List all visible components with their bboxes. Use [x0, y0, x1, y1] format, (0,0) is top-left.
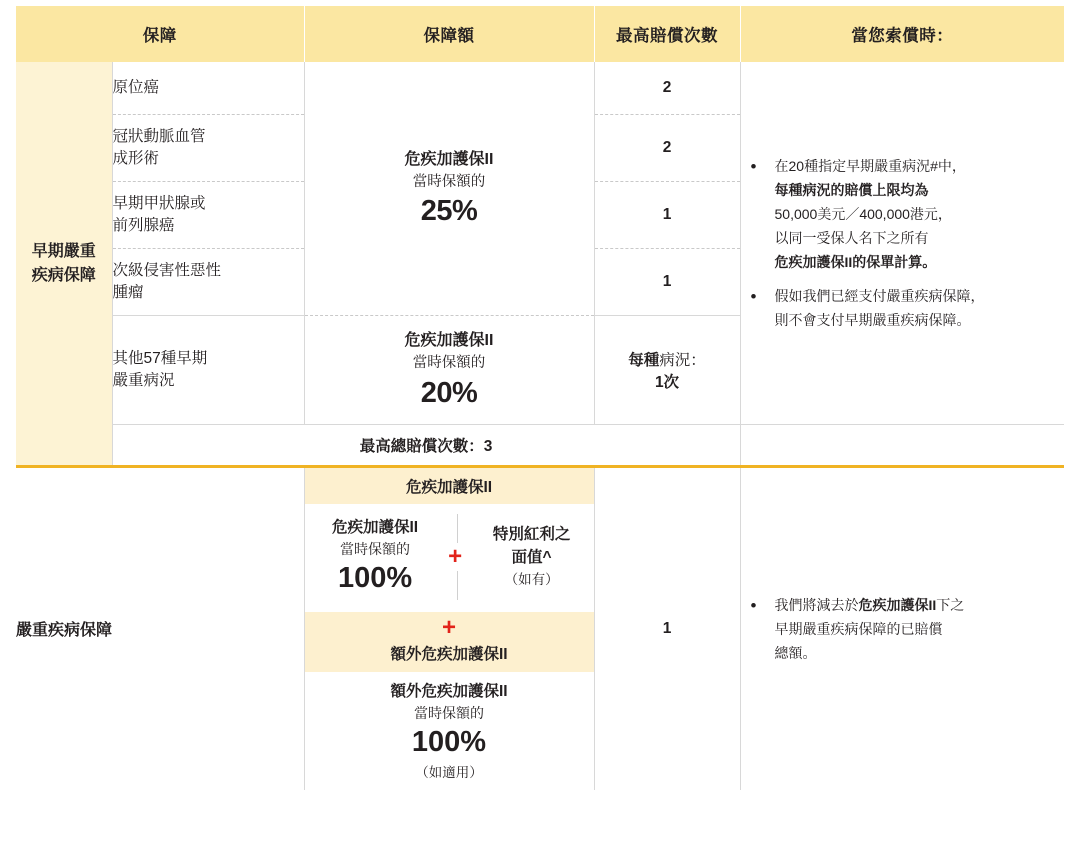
benefit-table-page [0, 6, 1080, 862]
plus-icon: + [448, 543, 463, 570]
benefit-name-angioplasty: 冠狀動脈血管 成形術 [112, 115, 304, 182]
amount-title: 危疾加護保II [404, 150, 494, 168]
benefit-name-other-57: 其他57種早期 嚴重病況 [112, 316, 304, 425]
table-row [16, 425, 1064, 467]
divider-line [448, 514, 463, 600]
severe-extra-band-title: 額外危疾加護保II [305, 640, 594, 672]
table-header-row [16, 6, 1064, 62]
severe-band-title: 危疾加護保II [305, 468, 594, 504]
header-benefit-amount: 保障額 [304, 6, 594, 62]
plus-icon: + [441, 614, 456, 641]
section-label-early-line1: 早期嚴重 [31, 242, 96, 260]
amount-percent: 20% [420, 376, 478, 409]
severe-amount-stack [305, 468, 594, 790]
severe-claim-count: 1 [594, 467, 740, 790]
claim-count-value: 1次 [654, 374, 680, 391]
amount-sub: 當時保額的 [412, 173, 486, 190]
plus-separator [446, 514, 470, 600]
severe-bonus-block: 特別紅利之 面值^ （如有） [492, 525, 571, 588]
benefit-name-thyroid-prostate: 早期甲狀腺或 前列腺癌 [112, 182, 304, 249]
header-benefit: 保障 [16, 6, 304, 62]
table-row [16, 467, 1064, 790]
claim-count-secondary-tumour: 1 [594, 249, 740, 316]
benefit-amount-20 [304, 316, 594, 425]
claim-note-severe [740, 467, 1064, 790]
amount-percent: 25% [420, 195, 478, 228]
header-max-claims: 最高賠償次數 [594, 6, 740, 62]
claim-count-label: 每種病況： [628, 352, 706, 369]
list-item: • 在20種指定早期嚴重病況#中， 每種病況的賠償上限均為 50,000美元／400,000港元， 以同一受保人名下之所有 危疾加護保II的保單計算。 [741, 154, 1065, 274]
header-when-you-claim: 當您索償時： [740, 6, 1064, 62]
table-row [16, 62, 1064, 115]
early-total-claims: 最高總賠償次數：3 [112, 425, 740, 467]
severe-base-block: 危疾加護保II 當時保額的 100% [331, 519, 419, 595]
claim-count-thyroid-prostate: 1 [594, 182, 740, 249]
claim-note-early [740, 62, 1064, 425]
list-item: • 假如我們已經支付嚴重疾病保障， 則不會支付早期嚴重疾病保障。 [741, 284, 1065, 332]
benefit-amount-25 [304, 62, 594, 316]
list-item: • 我們將減去於危疾加護保II下之 早期嚴重疾病保障的已賠償 總額。 [741, 593, 1065, 665]
benefit-name-cis: 原位癌 [112, 62, 304, 115]
benefit-name-secondary-tumour: 次級侵害性惡性 腫瘤 [112, 249, 304, 316]
benefit-table [16, 6, 1064, 790]
section-label-early [16, 62, 112, 467]
section-label-early-line2: 疾病保障 [31, 266, 96, 284]
amount-sub: 當時保額的 [412, 355, 486, 371]
early-total-claims-spacer [740, 425, 1064, 467]
severe-extra-block: 額外危疾加護保II 當時保額的 100% （如適用） [305, 672, 594, 790]
amount-title: 危疾加護保II [404, 332, 494, 349]
severe-benefit-amount [304, 467, 594, 790]
severe-extra-plus-row [305, 612, 594, 672]
section-label-severe: 嚴重疾病保障 [16, 467, 304, 790]
claim-count-other-57 [594, 316, 740, 425]
claim-count-cis: 2 [594, 62, 740, 115]
severe-dual-block [305, 504, 594, 612]
claim-count-angioplasty: 2 [594, 115, 740, 182]
